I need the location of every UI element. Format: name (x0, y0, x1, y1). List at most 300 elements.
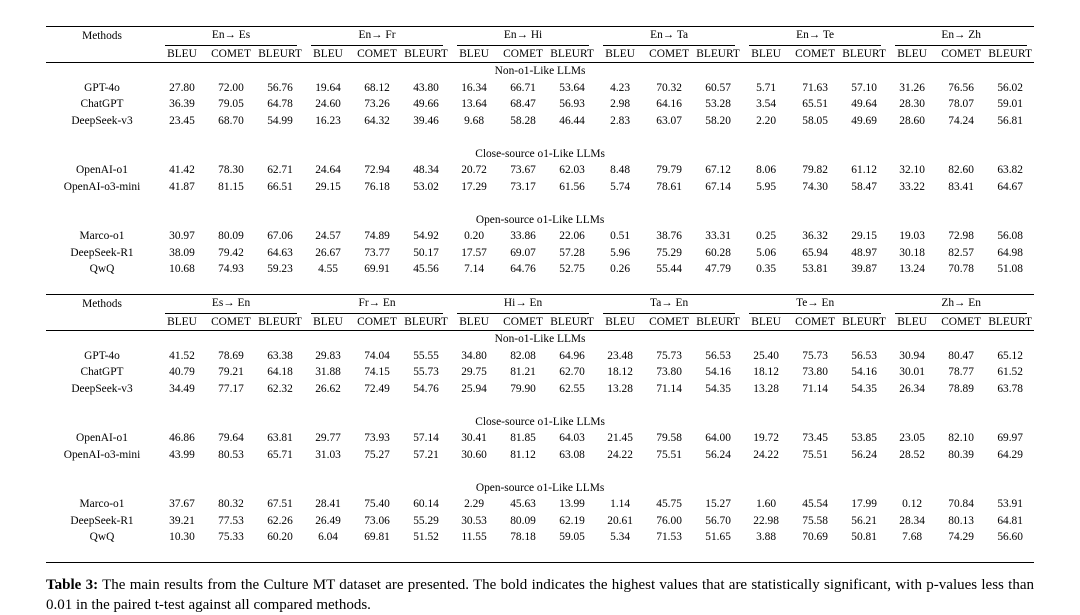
metric-value: 80.09 (510, 514, 536, 527)
method-name: OpenAI-o1 (76, 164, 128, 176)
metric-value: 65.12 (997, 349, 1023, 362)
metric-value: 45.54 (802, 498, 828, 510)
metric-value: 70.69 (802, 531, 828, 543)
metric-value: 2.20 (756, 114, 777, 127)
metric-value: 13.99 (559, 498, 585, 510)
metric-value: 64.98 (997, 246, 1023, 259)
metric-value: 59.23 (267, 263, 293, 275)
metric-value: 29.83 (315, 349, 341, 362)
metric-header: BLEU (751, 315, 781, 328)
metric-value: 46.86 (169, 432, 195, 444)
metric-value: 0.20 (464, 230, 485, 242)
metric-value: 19.64 (315, 81, 341, 94)
metric-value: 69.91 (364, 263, 390, 275)
method-name: GPT-4o (84, 81, 120, 94)
metric-row-spacer (46, 46, 158, 63)
lang-pair-header: Te→ En (742, 295, 888, 314)
metric-value: 1.60 (756, 498, 777, 510)
metric-value: 82.57 (948, 246, 974, 259)
methods-header: Methods (46, 295, 158, 314)
metric-value: 3.88 (756, 531, 777, 543)
metric-value: 72.00 (218, 81, 244, 94)
metric-value: 10.30 (169, 531, 195, 543)
metric-header: BLEURT (988, 315, 1032, 328)
metric-value: 2.29 (464, 498, 485, 510)
metric-value: 41.87 (169, 180, 195, 193)
metric-header: BLEU (167, 315, 197, 328)
metric-value: 46.44 (559, 114, 585, 127)
method-name: OpenAI-o3-mini (63, 448, 141, 461)
metric-value: 72.98 (948, 230, 974, 242)
metric-value: 77.17 (218, 382, 244, 395)
metric-value: 81.21 (510, 366, 536, 378)
metric-value: 49.66 (413, 98, 439, 110)
row-spacer (46, 397, 1034, 414)
metric-value: 61.12 (851, 164, 877, 176)
metric-value: 67.12 (705, 164, 731, 176)
metric-value: 78.30 (218, 164, 244, 176)
metric-value: 54.16 (705, 366, 731, 378)
metric-value: 56.60 (997, 531, 1023, 543)
lang-pair-header: En→ Hi (450, 27, 596, 46)
group-header: Close-source o1-Like LLMs (475, 147, 605, 160)
metric-value: 6.04 (318, 531, 338, 543)
metric-value: 63.78 (997, 382, 1023, 395)
metric-value: 45.63 (510, 498, 536, 510)
metric-value: 56.81 (997, 114, 1023, 127)
metric-header: COMET (503, 315, 543, 328)
method-name: GPT-4o (84, 349, 120, 362)
metric-value: 7.68 (902, 531, 923, 543)
metric-value: 9.68 (464, 114, 485, 127)
method-name: DeepSeek-v3 (71, 114, 133, 127)
metric-value: 32.10 (899, 164, 925, 176)
metric-value: 56.53 (851, 349, 877, 362)
metric-value: 62.70 (559, 366, 585, 378)
metric-value: 81.15 (218, 180, 244, 193)
metric-value: 28.41 (315, 498, 341, 510)
metric-value: 34.49 (169, 382, 195, 395)
metric-value: 71.14 (656, 382, 682, 395)
metric-value: 66.51 (267, 180, 293, 193)
method-name: QwQ (89, 263, 115, 275)
metric-value: 24.60 (315, 98, 341, 110)
metric-value: 80.47 (948, 349, 974, 362)
metric-value: 63.07 (656, 114, 682, 127)
metric-value: 83.41 (948, 180, 974, 193)
metric-header: COMET (795, 47, 836, 60)
metric-value: 50.81 (851, 531, 877, 543)
metric-header: BLEURT (696, 315, 740, 328)
metric-row-spacer (46, 314, 158, 331)
metric-value: 65.71 (267, 448, 293, 461)
metric-value: 81.12 (510, 448, 536, 461)
metric-value: 56.53 (705, 349, 731, 362)
metric-value: 64.78 (267, 98, 293, 110)
metric-value: 79.42 (218, 246, 244, 259)
metric-value: 73.80 (802, 366, 828, 378)
lang-pair-header: Es→ En (158, 295, 304, 314)
metric-value: 79.21 (218, 366, 244, 378)
metric-header: BLEURT (988, 47, 1032, 60)
metric-value: 24.22 (607, 448, 633, 461)
metric-value: 51.65 (705, 531, 731, 543)
metric-header: BLEU (167, 47, 197, 60)
metric-value: 26.67 (315, 246, 341, 259)
caption-text: The main results from the Culture MT dataset are presented. The bold indicates the highest values that are statistically significant, with p-values less than 0.01 in the paired t-test against all compared methods. (46, 577, 1034, 613)
metric-header: COMET (357, 315, 397, 328)
metric-value: 80.32 (218, 498, 244, 510)
metric-value: 20.61 (607, 514, 633, 527)
metric-header: BLEURT (550, 47, 594, 60)
metric-value: 0.26 (610, 263, 631, 275)
metric-header: COMET (941, 315, 982, 328)
metric-value: 75.51 (802, 448, 828, 461)
metric-header: COMET (503, 47, 543, 60)
metric-value: 73.93 (364, 432, 390, 444)
metric-value: 63.38 (267, 349, 293, 362)
metric-value: 15.27 (705, 498, 731, 510)
metric-value: 7.14 (464, 263, 485, 275)
metric-value: 18.12 (753, 366, 779, 378)
method-name: OpenAI-o1 (76, 432, 128, 444)
metric-header: BLEU (313, 315, 343, 328)
group-header: Non-o1-Like LLMs (46, 331, 1034, 348)
metric-value: 56.70 (705, 514, 731, 527)
row-spacer (46, 195, 1034, 212)
metric-value: 29.77 (315, 432, 341, 444)
metric-value: 23.05 (899, 432, 925, 444)
metric-value: 64.16 (656, 98, 682, 110)
metric-value: 82.08 (510, 349, 536, 362)
metric-value: 81.85 (510, 432, 536, 444)
metric-value: 69.81 (364, 531, 390, 543)
method-name: QwQ (89, 531, 115, 543)
metric-value: 62.32 (267, 382, 293, 395)
metric-value: 8.06 (756, 164, 777, 176)
metric-value: 31.88 (315, 366, 341, 378)
metric-value: 29.15 (315, 180, 341, 193)
metric-value: 13.28 (607, 382, 633, 395)
metric-value: 80.53 (218, 448, 244, 461)
metric-value: 11.55 (461, 531, 487, 543)
metric-value: 79.64 (218, 432, 244, 444)
metric-value: 28.30 (899, 98, 925, 110)
caption-label: Table 3: (46, 577, 99, 593)
metric-value: 51.52 (413, 531, 439, 543)
metric-value: 60.14 (413, 498, 439, 510)
row-spacer (46, 129, 1034, 146)
metric-value: 30.97 (169, 230, 195, 242)
metric-value: 0.35 (756, 263, 777, 275)
metric-value: 13.64 (461, 98, 487, 110)
metric-value: 57.14 (413, 432, 439, 444)
metric-value: 55.73 (413, 366, 439, 378)
metric-header: BLEU (459, 47, 489, 60)
metric-value: 2.98 (610, 98, 631, 110)
metric-value: 55.29 (413, 514, 439, 527)
metric-value: 1.14 (610, 498, 631, 510)
metric-value: 73.06 (364, 514, 390, 527)
metric-value: 64.76 (510, 263, 536, 275)
metric-value: 41.52 (169, 349, 195, 362)
metric-header: COMET (649, 315, 690, 328)
metric-value: 48.97 (851, 246, 877, 259)
metric-value: 79.82 (802, 164, 828, 176)
metric-value: 43.99 (169, 448, 195, 461)
metric-value: 33.86 (510, 230, 536, 242)
metric-value: 8.48 (610, 164, 631, 176)
metric-value: 36.39 (169, 98, 195, 110)
metric-header: COMET (649, 47, 690, 60)
metric-value: 25.40 (753, 349, 779, 362)
method-name: ChatGPT (80, 366, 124, 378)
metric-value: 30.18 (899, 246, 925, 259)
metric-value: 5.34 (610, 531, 631, 543)
metric-value: 26.34 (899, 382, 925, 395)
metric-value: 57.28 (559, 246, 585, 259)
metric-value: 19.03 (899, 230, 925, 242)
method-name: DeepSeek-R1 (70, 514, 134, 527)
metric-value: 22.98 (753, 514, 779, 527)
metric-value: 54.35 (705, 382, 731, 395)
table-caption (46, 575, 1034, 615)
metric-value: 75.27 (364, 448, 390, 461)
method-name: OpenAI-o3-mini (63, 180, 141, 193)
lang-pair-header: En→ Fr (304, 27, 450, 46)
metric-value: 74.93 (218, 263, 244, 275)
metric-value: 56.24 (851, 448, 877, 461)
metric-value: 54.35 (851, 382, 877, 395)
metric-value: 65.94 (802, 246, 828, 259)
metric-value: 4.23 (610, 81, 631, 94)
metric-value: 19.72 (753, 432, 779, 444)
metric-header: COMET (357, 47, 397, 60)
metric-value: 20.72 (461, 164, 487, 176)
metric-value: 72.94 (364, 164, 390, 176)
metric-value: 41.42 (169, 164, 195, 176)
metric-value: 33.31 (705, 230, 731, 242)
metric-value: 13.24 (899, 263, 925, 275)
metric-value: 82.60 (948, 164, 974, 176)
metric-value: 53.64 (559, 81, 585, 94)
metric-value: 10.68 (169, 263, 195, 275)
metric-value: 5.95 (756, 180, 777, 193)
metric-value: 71.63 (802, 81, 828, 94)
metric-value: 79.79 (656, 164, 682, 176)
metric-value: 73.26 (364, 98, 390, 110)
metric-value: 28.52 (899, 448, 925, 461)
metric-value: 36.32 (802, 230, 828, 242)
metric-value: 67.51 (267, 498, 293, 510)
metric-value: 38.09 (169, 246, 195, 259)
metric-value: 56.21 (851, 514, 877, 527)
method-name: Marco-o1 (79, 230, 125, 242)
metric-value: 31.26 (899, 81, 925, 94)
metric-value: 54.16 (851, 366, 877, 378)
lang-pair-header: En→ Es (158, 27, 304, 46)
metric-value: 64.63 (267, 246, 293, 259)
metric-value: 64.18 (267, 366, 293, 378)
metric-value: 0.51 (610, 230, 631, 242)
metric-header: COMET (795, 315, 836, 328)
metric-value: 39.87 (851, 263, 877, 275)
metric-value: 43.80 (413, 81, 439, 94)
group-header: Open-source o1-Like LLMs (475, 213, 605, 226)
method-name: DeepSeek-v3 (71, 382, 133, 395)
metric-value: 73.45 (802, 432, 828, 444)
lang-pair-header: Ta→ En (596, 295, 742, 314)
metric-value: 56.08 (997, 230, 1023, 242)
lang-pair-header: Zh→ En (888, 295, 1034, 314)
metric-value: 26.62 (315, 382, 341, 395)
metric-header: BLEURT (842, 47, 886, 60)
metric-value: 29.75 (461, 366, 487, 378)
lang-pair-header: En→ Zh (888, 27, 1034, 46)
metric-value: 74.04 (364, 349, 390, 362)
table-bottom-rule (46, 546, 1034, 563)
metric-value: 62.71 (267, 164, 293, 176)
metric-value: 53.02 (413, 180, 439, 193)
metric-value: 31.03 (315, 448, 341, 461)
metric-value: 55.44 (656, 263, 682, 275)
metric-value: 67.14 (705, 180, 731, 193)
methods-header: Methods (46, 27, 158, 46)
metric-value: 5.96 (610, 246, 631, 259)
metric-value: 75.73 (802, 349, 828, 362)
metric-value: 62.55 (559, 382, 585, 395)
metric-value: 74.30 (802, 180, 828, 193)
metric-value: 73.17 (510, 180, 536, 193)
metric-value: 23.48 (607, 349, 633, 362)
metric-value: 53.85 (851, 432, 877, 444)
metric-value: 60.28 (705, 246, 731, 259)
metric-value: 13.28 (753, 382, 779, 395)
metric-value: 58.20 (705, 114, 731, 127)
metric-value: 75.73 (656, 349, 682, 362)
metric-value: 54.92 (413, 230, 439, 242)
metric-value: 70.32 (656, 81, 682, 94)
metric-value: 75.40 (364, 498, 390, 510)
method-name: DeepSeek-R1 (70, 246, 134, 259)
metric-value: 23.45 (169, 114, 195, 127)
metric-header: BLEURT (696, 47, 740, 60)
metric-value: 68.12 (364, 81, 390, 94)
metric-value: 47.79 (705, 263, 731, 275)
metric-header: BLEURT (842, 315, 886, 328)
metric-value: 70.78 (948, 263, 974, 275)
metric-value: 77.53 (218, 514, 244, 527)
metric-value: 17.57 (461, 246, 487, 259)
metric-value: 27.80 (169, 81, 195, 94)
metric-value: 75.51 (656, 448, 682, 461)
metric-value: 18.12 (607, 366, 633, 378)
metric-value: 58.28 (510, 114, 536, 127)
metric-value: 53.81 (802, 263, 828, 275)
row-spacer (46, 278, 1034, 295)
metric-value: 54.76 (413, 382, 439, 395)
metric-value: 5.74 (610, 180, 631, 193)
metric-header: COMET (941, 47, 982, 60)
metric-value: 71.14 (802, 382, 828, 395)
metric-value: 60.20 (267, 531, 293, 543)
metric-header: BLEURT (258, 47, 302, 60)
metric-value: 61.52 (997, 366, 1023, 378)
metric-value: 52.75 (559, 263, 585, 275)
metric-header: BLEURT (550, 315, 594, 328)
metric-value: 78.69 (218, 349, 244, 362)
metric-value: 74.15 (364, 366, 390, 378)
metric-value: 76.56 (948, 81, 974, 94)
metric-header: BLEU (605, 47, 635, 60)
metric-value: 45.56 (413, 263, 439, 275)
metric-value: 79.58 (656, 432, 682, 444)
metric-value: 65.51 (802, 98, 828, 110)
metric-header: BLEU (897, 47, 927, 60)
metric-value: 4.55 (318, 263, 338, 275)
group-header: Open-source o1-Like LLMs (475, 481, 605, 494)
metric-value: 63.81 (267, 432, 293, 444)
metric-value: 63.08 (559, 448, 585, 461)
metric-value: 73.77 (364, 246, 390, 259)
lang-pair-header: Fr→ En (304, 295, 450, 314)
metric-value: 33.22 (899, 180, 925, 193)
metric-value: 30.53 (461, 514, 487, 527)
metric-value: 78.89 (948, 382, 974, 395)
metric-header: BLEU (605, 315, 635, 328)
metric-value: 59.01 (997, 98, 1023, 110)
metric-value: 5.71 (756, 81, 777, 94)
metric-value: 76.18 (364, 180, 390, 193)
metric-value: 21.45 (607, 432, 633, 444)
metric-value: 64.96 (559, 349, 585, 362)
method-name: Marco-o1 (79, 498, 125, 510)
metric-value: 5.06 (756, 246, 777, 259)
metric-header: COMET (211, 315, 251, 328)
group-header: Close-source o1-Like LLMs (475, 415, 605, 428)
metric-value: 62.03 (559, 164, 585, 176)
method-name: ChatGPT (80, 98, 124, 110)
metric-header: BLEU (751, 47, 781, 60)
metric-value: 75.58 (802, 514, 828, 527)
metric-value: 49.64 (851, 98, 877, 110)
metric-value: 39.21 (169, 514, 195, 527)
results-table (46, 26, 1034, 563)
metric-value: 79.05 (218, 98, 244, 110)
metric-value: 76.00 (656, 514, 682, 527)
metric-value: 61.56 (559, 180, 585, 193)
metric-value: 26.49 (315, 514, 341, 527)
metric-value: 2.83 (610, 114, 631, 127)
metric-value: 34.80 (461, 349, 487, 362)
metric-value: 74.29 (948, 531, 974, 543)
metric-value: 73.67 (510, 164, 536, 176)
metric-value: 58.05 (802, 114, 828, 127)
metric-value: 63.82 (997, 164, 1023, 176)
metric-value: 72.49 (364, 382, 390, 395)
row-spacer (46, 463, 1034, 480)
metric-value: 64.00 (705, 432, 731, 444)
metric-value: 17.29 (461, 180, 487, 193)
metric-value: 62.26 (267, 514, 293, 527)
metric-value: 48.34 (413, 164, 439, 176)
metric-value: 30.94 (899, 349, 925, 362)
metric-value: 73.80 (656, 366, 682, 378)
metric-value: 0.25 (756, 230, 777, 242)
metric-value: 54.99 (267, 114, 293, 127)
group-header: Non-o1-Like LLMs (46, 63, 1034, 80)
metric-header: BLEU (459, 315, 489, 328)
